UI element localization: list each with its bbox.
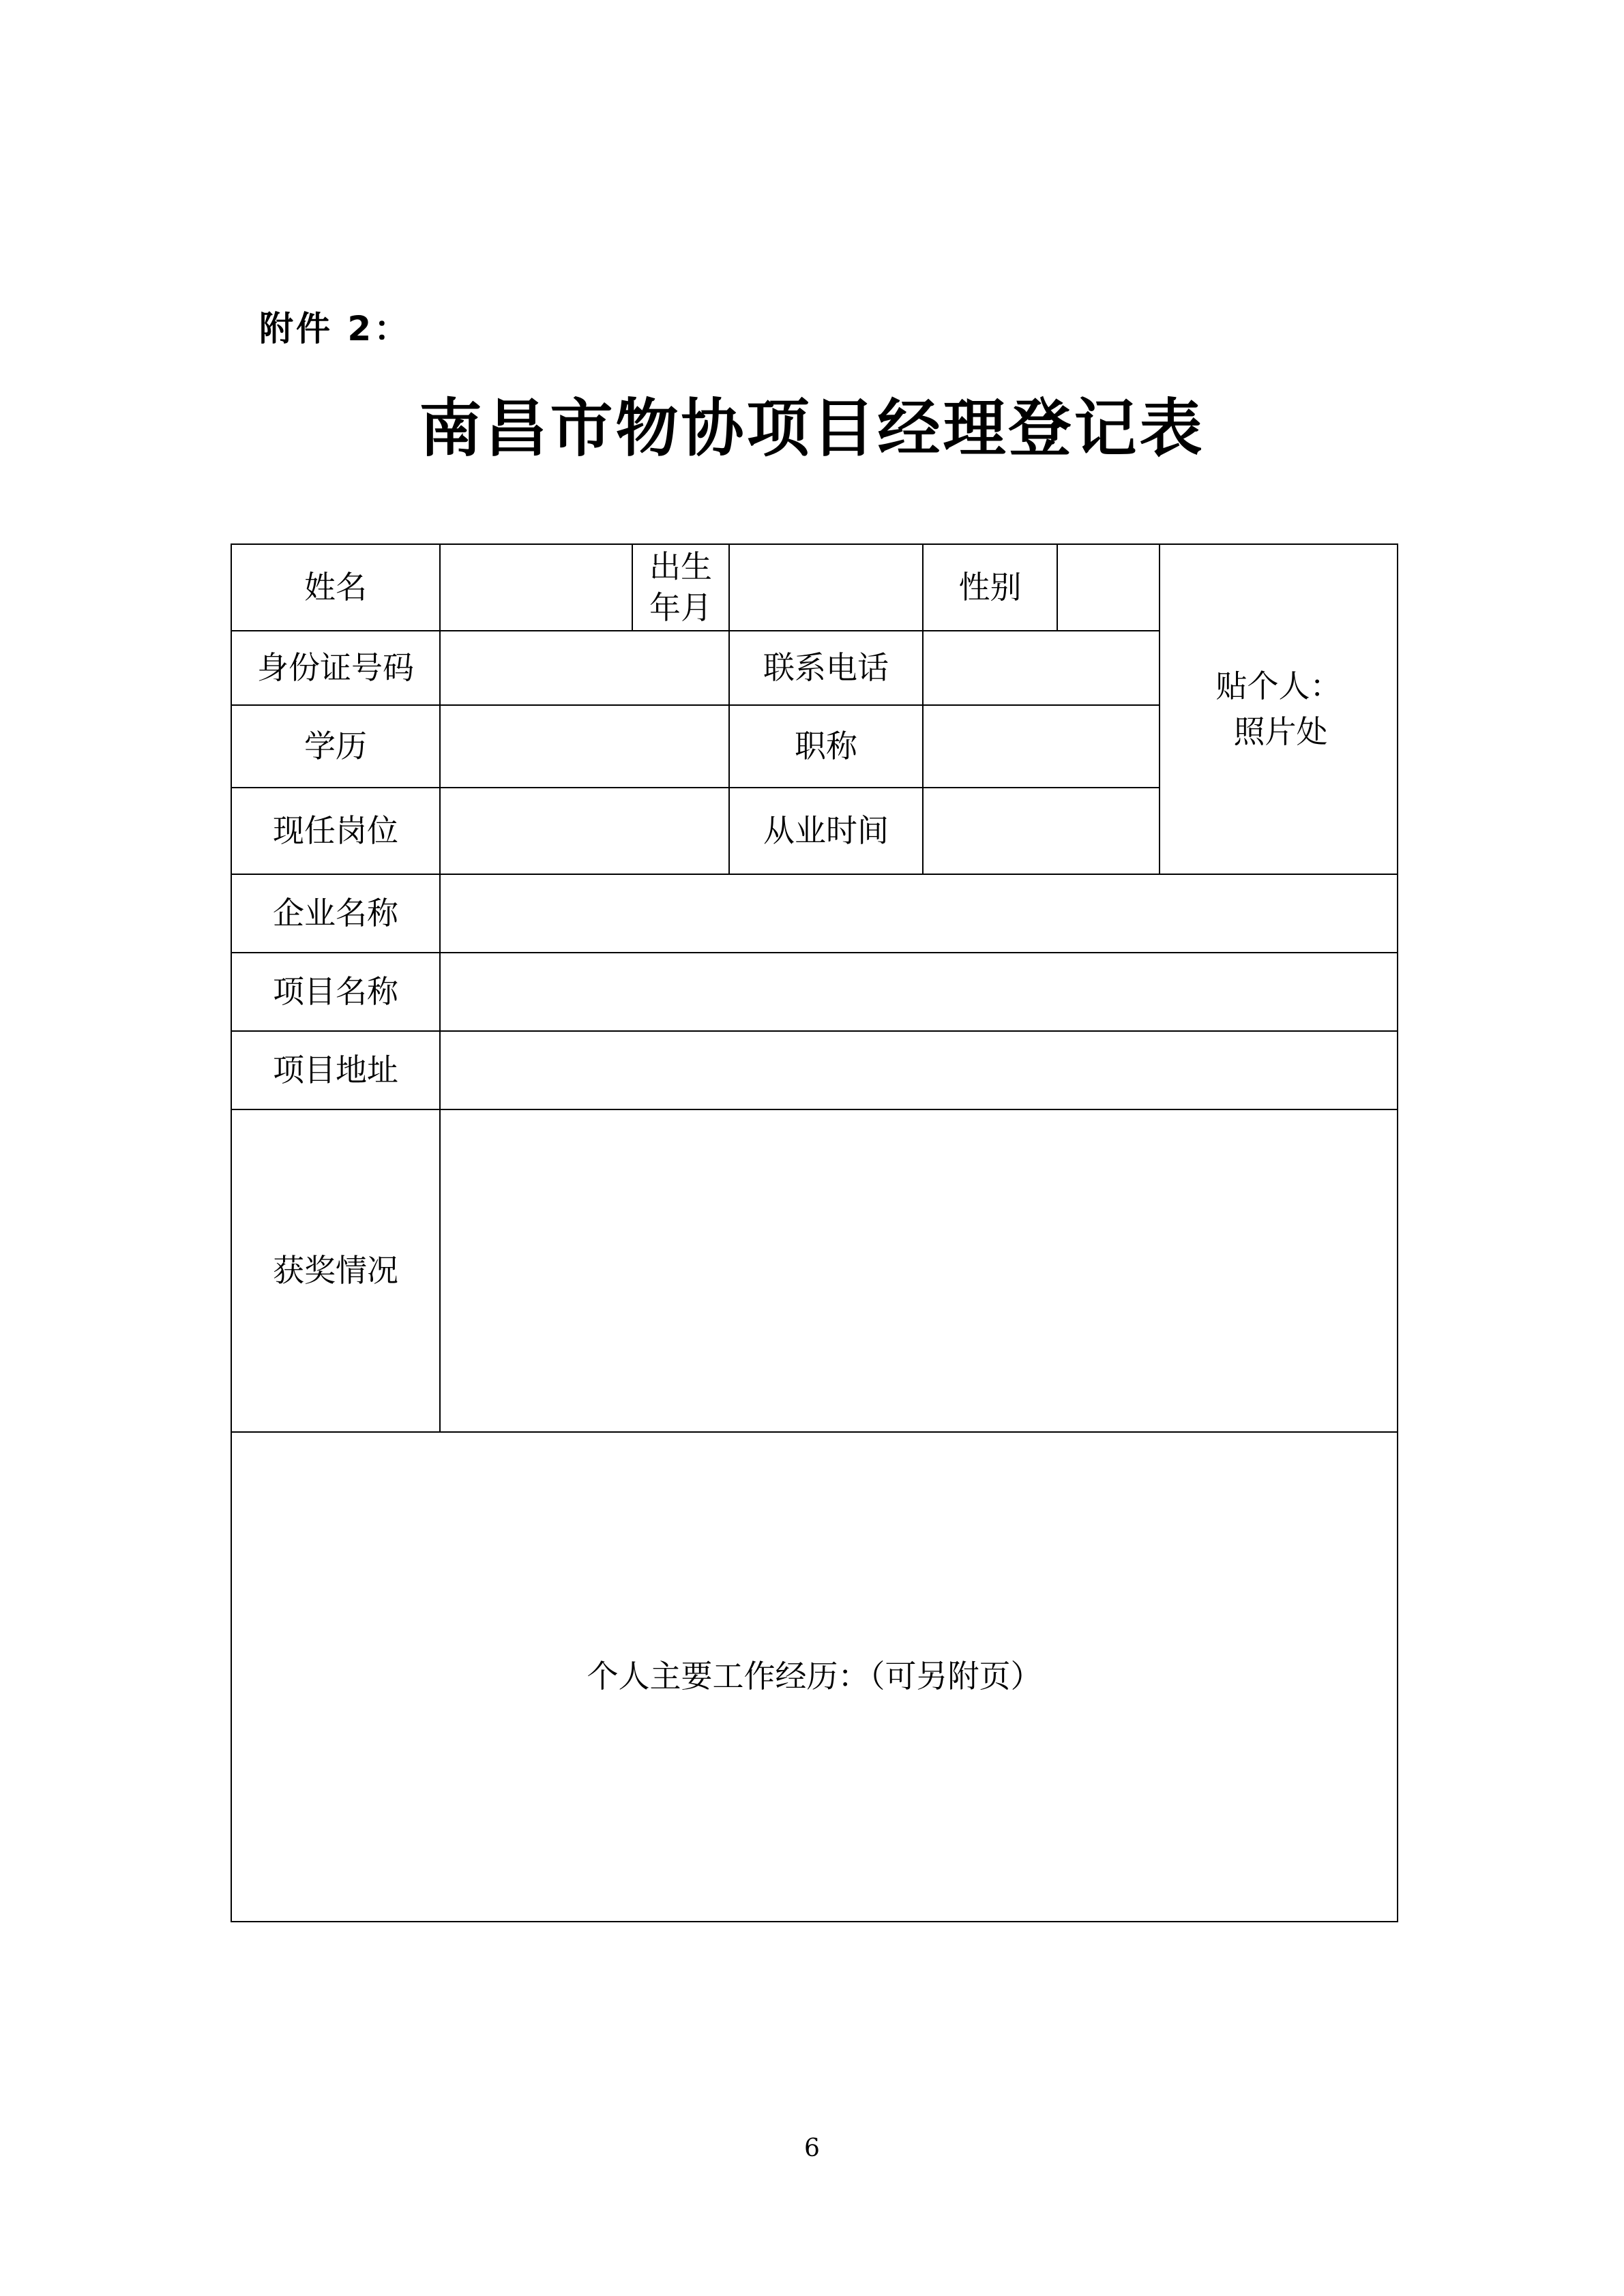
birth-date-label-line2: 年月 [649, 588, 712, 626]
name-field[interactable] [440, 544, 632, 631]
gender-field[interactable] [1057, 544, 1160, 631]
project-address-field[interactable] [440, 1031, 1398, 1109]
page-title: 南昌市物协项目经理登记表 [419, 392, 1205, 465]
page-number: 6 [804, 2134, 820, 2162]
education-label: 学历 [231, 705, 440, 788]
photo-label-line2: 照片处 [1233, 713, 1328, 750]
work-experience-label: 个人主要工作经历：（可另附页） [587, 1658, 1042, 1695]
id-number-field[interactable] [440, 631, 729, 705]
work-years-label: 从业时间 [729, 788, 923, 874]
education-field[interactable] [440, 705, 729, 788]
project-name-label: 项目名称 [231, 953, 440, 1031]
phone-label: 联系电话 [729, 631, 923, 705]
birth-date-field[interactable] [729, 544, 923, 631]
work-experience-cell[interactable] [231, 1432, 1398, 1922]
photo-area[interactable] [1160, 544, 1398, 874]
id-number-label: 身份证号码 [231, 631, 440, 705]
birth-date-label-cell [632, 544, 729, 631]
name-label: 姓名 [231, 544, 440, 631]
annex-label: 附件 2： [259, 309, 411, 348]
professional-title-label: 职称 [729, 705, 923, 788]
company-field[interactable] [440, 874, 1398, 953]
awards-label: 获奖情况 [231, 1109, 440, 1432]
registration-form-table [231, 543, 1398, 1922]
birth-date-label-line1: 出生 [649, 548, 712, 585]
work-years-field[interactable] [923, 788, 1160, 874]
position-field[interactable] [440, 788, 729, 874]
project-address-label: 项目地址 [231, 1031, 440, 1109]
company-label: 企业名称 [231, 874, 440, 953]
gender-label: 性别 [923, 544, 1057, 631]
project-name-field[interactable] [440, 953, 1398, 1031]
photo-label-line1: 贴个人： [1215, 668, 1342, 705]
position-label: 现任岗位 [231, 788, 440, 874]
phone-field[interactable] [923, 631, 1160, 705]
awards-field[interactable] [440, 1109, 1398, 1432]
professional-title-field[interactable] [923, 705, 1160, 788]
